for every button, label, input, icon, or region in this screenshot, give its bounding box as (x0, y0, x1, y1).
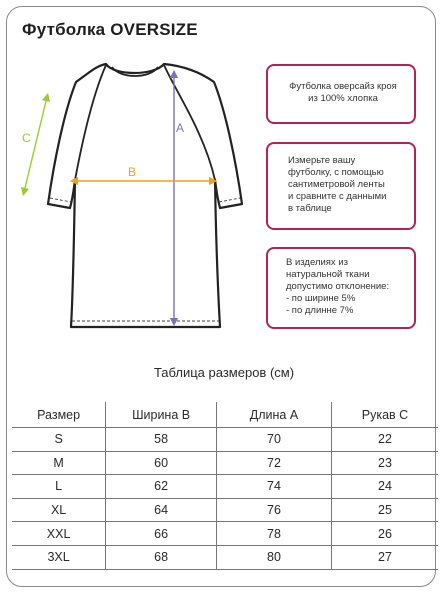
measure-b-label: B (128, 165, 137, 179)
table-row (12, 522, 438, 546)
cell-length: 78 (216, 522, 331, 546)
cell-length: 74 (216, 475, 331, 499)
measure-c-label: C (22, 131, 31, 145)
cell-size: S (12, 428, 106, 452)
cell-size: XL (12, 498, 106, 522)
tshirt-body-outline (48, 64, 242, 327)
cell-size: XXL (12, 522, 106, 546)
table-row (12, 475, 438, 499)
info-box-tolerance-text: В изделиях из натуральной ткани допустимо отклонение: - по ширине 5% - по длинне 7% (286, 257, 390, 316)
cell-sleeve: 27 (331, 545, 438, 569)
cell-sleeve: 22 (331, 428, 438, 452)
header-width: Ширина B (106, 402, 217, 428)
size-table-header-row (12, 402, 438, 428)
page-title: Футболка OVERSIZE (22, 20, 198, 39)
header-size: Размер (12, 402, 106, 428)
cell-size: M (12, 451, 106, 475)
info-box-fabric (266, 64, 416, 124)
cell-width: 58 (106, 428, 217, 452)
info-box-measure (266, 142, 416, 230)
cell-length: 70 (216, 428, 331, 452)
cell-length: 76 (216, 498, 331, 522)
table-row (12, 498, 438, 522)
size-table-title: Таблица размеров (см) (153, 365, 295, 380)
cell-size: 3XL (12, 545, 106, 569)
cell-sleeve: 24 (331, 475, 438, 499)
cell-length: 72 (216, 451, 331, 475)
table-row (12, 545, 438, 569)
cell-sleeve: 23 (331, 451, 438, 475)
header-length: Длина A (216, 402, 331, 428)
tshirt-diagram (14, 52, 254, 352)
table-row (12, 451, 438, 475)
table-row (12, 428, 438, 452)
cell-length: 80 (216, 545, 331, 569)
cell-width: 62 (106, 475, 217, 499)
cell-sleeve: 26 (331, 522, 438, 546)
cell-sleeve: 25 (331, 498, 438, 522)
info-box-fabric-text: Футболка оверсайз кроя из 100% хлопка (289, 81, 397, 104)
size-table (12, 402, 438, 570)
cell-width: 60 (106, 451, 217, 475)
header-sleeve: Рукав С (331, 402, 438, 428)
measure-a-label: A (176, 121, 185, 135)
cell-width: 64 (106, 498, 217, 522)
cell-size: L (12, 475, 106, 499)
cell-width: 66 (106, 522, 217, 546)
cell-width: 68 (106, 545, 217, 569)
info-box-measure-text: Измерьте вашу футболку, с помощью сантиметровой ленты и сравните с данными в таблице (288, 155, 387, 214)
info-box-tolerance (266, 247, 416, 329)
